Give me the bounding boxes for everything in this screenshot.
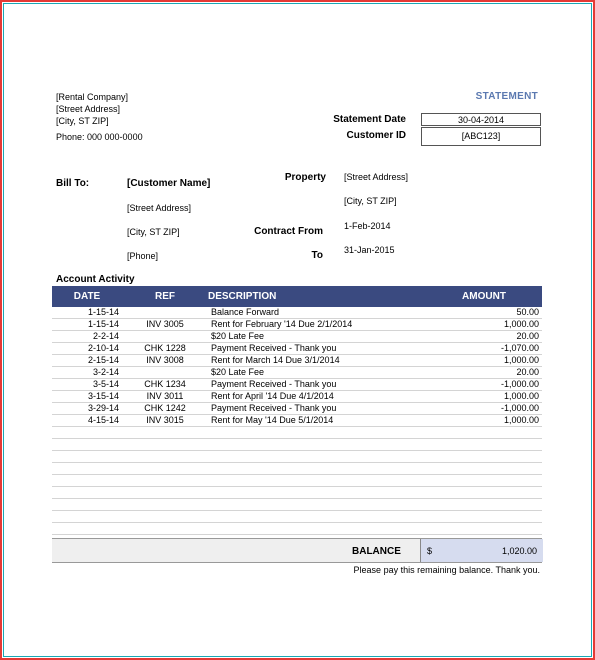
row-amount: [426, 475, 542, 487]
row-ref: [122, 523, 208, 535]
row-ref: INV 3005: [122, 319, 208, 331]
contract-to-value: 31-Jan-2015: [344, 245, 395, 255]
company-street: [Street Address]: [56, 104, 121, 114]
header-date: DATE: [52, 286, 122, 307]
row-amount: [426, 487, 542, 499]
property-street: [Street Address]: [344, 172, 409, 182]
row-description: [208, 511, 426, 523]
row-description: [208, 475, 426, 487]
row-description: Payment Received - Thank you: [208, 343, 426, 355]
row-ref: [122, 451, 208, 463]
balance-box: [420, 539, 543, 562]
row-date: 4-15-14: [52, 415, 122, 427]
balance-label: BALANCE: [352, 546, 401, 557]
contract-from-value: 1-Feb-2014: [344, 221, 391, 231]
row-date: 3-2-14: [52, 367, 122, 379]
row-date: [52, 511, 122, 523]
balance-value: 1,020.00: [501, 546, 537, 556]
customer-city: [City, ST ZIP]: [127, 227, 180, 237]
row-ref: [122, 463, 208, 475]
table-row: [52, 331, 542, 343]
table-row: [52, 523, 542, 535]
row-amount: 1,000.00: [426, 355, 542, 367]
balance-bar: [52, 538, 542, 563]
row-amount: [426, 511, 542, 523]
row-ref: INV 3011: [122, 391, 208, 403]
customer-id-field[interactable]: [ABC123]: [421, 127, 541, 146]
footer-note: Please pay this remaining balance. Thank you.: [353, 565, 540, 575]
row-amount: -1,000.00: [426, 379, 542, 391]
account-activity-title: Account Activity: [56, 274, 135, 285]
row-ref: CHK 1234: [122, 379, 208, 391]
statement-title: STATEMENT: [475, 91, 538, 102]
row-amount: 20.00: [426, 331, 542, 343]
table-row: [52, 319, 542, 331]
table-row: [52, 307, 542, 319]
statement-date-label: Statement Date: [333, 114, 406, 125]
row-date: 1-15-14: [52, 307, 122, 319]
activity-table: [52, 286, 542, 535]
table-row: [52, 403, 542, 415]
balance-currency: $: [427, 546, 433, 556]
row-amount: 1,000.00: [426, 391, 542, 403]
row-amount: 20.00: [426, 367, 542, 379]
row-description: [208, 499, 426, 511]
row-description: [208, 427, 426, 439]
row-ref: [122, 367, 208, 379]
row-description: $20 Late Fee: [208, 331, 426, 343]
row-date: 2-15-14: [52, 355, 122, 367]
row-date: [52, 463, 122, 475]
header-description: DESCRIPTION: [208, 286, 426, 307]
table-row: [52, 355, 542, 367]
row-ref: [122, 427, 208, 439]
row-ref: INV 3015: [122, 415, 208, 427]
row-ref: [122, 331, 208, 343]
row-amount: -1,000.00: [426, 403, 542, 415]
row-date: 1-15-14: [52, 319, 122, 331]
company-block: [56, 91, 143, 143]
row-date: [52, 487, 122, 499]
contract-from-label: Contract From: [254, 226, 323, 237]
row-ref: [122, 439, 208, 451]
company-city: [City, ST ZIP]: [56, 116, 109, 126]
table-row: [52, 427, 542, 439]
row-ref: [122, 487, 208, 499]
row-date: 3-29-14: [52, 403, 122, 415]
row-description: [208, 487, 426, 499]
row-description: Rent for March 14 Due 3/1/2014: [208, 355, 426, 367]
row-ref: [122, 475, 208, 487]
customer-phone: [Phone]: [127, 251, 159, 261]
row-date: [52, 499, 122, 511]
row-date: [52, 451, 122, 463]
row-description: Rent for February '14 Due 2/1/2014: [208, 319, 426, 331]
bill-to-label: Bill To:: [56, 178, 90, 189]
row-description: [208, 451, 426, 463]
table-row: [52, 379, 542, 391]
row-date: [52, 439, 122, 451]
row-amount: [426, 451, 542, 463]
property-city: [City, ST ZIP]: [344, 196, 397, 206]
row-description: Rent for May '14 Due 5/1/2014: [208, 415, 426, 427]
row-amount: 1,000.00: [426, 415, 542, 427]
row-amount: 1,000.00: [426, 319, 542, 331]
row-description: Payment Received - Thank you: [208, 403, 426, 415]
activity-body: [52, 307, 542, 535]
customer-name: [Customer Name]: [127, 178, 211, 189]
row-amount: [426, 499, 542, 511]
row-ref: [122, 499, 208, 511]
row-ref: INV 3008: [122, 355, 208, 367]
company-name: [Rental Company]: [56, 92, 129, 102]
table-row: [52, 367, 542, 379]
customer-street: [Street Address]: [127, 203, 192, 213]
row-date: 3-15-14: [52, 391, 122, 403]
row-description: $20 Late Fee: [208, 367, 426, 379]
table-row: [52, 463, 542, 475]
contract-to-label: To: [311, 250, 323, 261]
row-ref: [122, 307, 208, 319]
row-amount: [426, 523, 542, 535]
row-ref: [122, 511, 208, 523]
property-label: Property: [284, 172, 326, 183]
table-row: [52, 391, 542, 403]
row-description: [208, 463, 426, 475]
row-ref: CHK 1228: [122, 343, 208, 355]
row-amount: -1,070.00: [426, 343, 542, 355]
table-row: [52, 451, 542, 463]
row-description: Rent for April '14 Due 4/1/2014: [208, 391, 426, 403]
row-date: 2-10-14: [52, 343, 122, 355]
row-date: 2-2-14: [52, 331, 122, 343]
table-row: [52, 487, 542, 499]
company-phone: Phone: 000 000-0000: [56, 132, 143, 142]
row-date: [52, 427, 122, 439]
row-description: [208, 439, 426, 451]
table-row: [52, 439, 542, 451]
row-amount: 50.00: [426, 307, 542, 319]
table-row: [52, 511, 542, 523]
statement-date-field[interactable]: 30-04-2014: [421, 113, 541, 126]
activity-header-row: [52, 286, 542, 307]
row-description: Payment Received - Thank you: [208, 379, 426, 391]
row-amount: [426, 463, 542, 475]
row-ref: CHK 1242: [122, 403, 208, 415]
row-date: [52, 475, 122, 487]
row-date: [52, 523, 122, 535]
customer-id-label: Customer ID: [346, 130, 406, 141]
row-date: 3-5-14: [52, 379, 122, 391]
table-row: [52, 343, 542, 355]
table-row: [52, 499, 542, 511]
table-row: [52, 415, 542, 427]
table-row: [52, 475, 542, 487]
header-amount: AMOUNT: [426, 286, 542, 307]
row-amount: [426, 439, 542, 451]
row-description: Balance Forward: [208, 307, 426, 319]
header-ref: REF: [122, 286, 208, 307]
row-amount: [426, 427, 542, 439]
row-description: [208, 523, 426, 535]
